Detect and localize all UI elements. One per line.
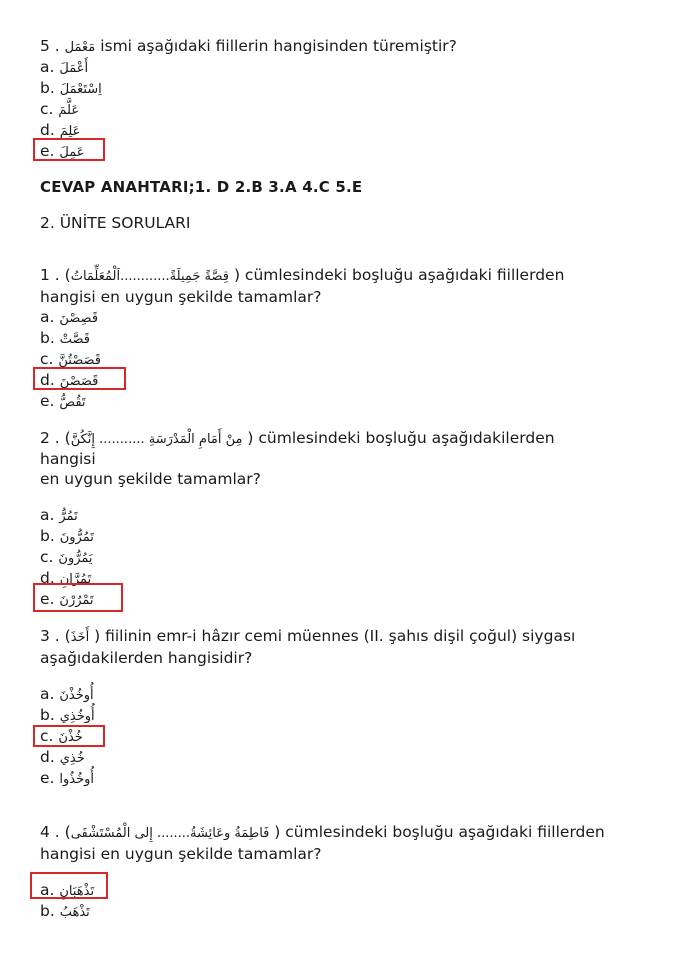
option-label: d. xyxy=(40,748,55,766)
option-label: b. xyxy=(40,527,55,545)
q3-stem-text: ) fiilinin emr-i hâzır cemi müennes (II. şahıs dişil çoğul) siygası xyxy=(89,627,576,645)
option-label: c. xyxy=(40,350,54,368)
option-arabic: يَمُرُّونَ xyxy=(58,551,93,566)
option-arabic: تَذْهَبَانِ xyxy=(59,884,95,899)
q4-answer-highlight xyxy=(30,872,108,899)
option-arabic: تَقُصُّ xyxy=(59,395,86,410)
option-arabic: تَمُرَّانِ xyxy=(59,572,92,587)
q3-answer-highlight xyxy=(33,725,105,747)
q4-arabic-sentence: فَاطِمَةُ وعَائِشَةُ........ إِلى الْمُسْتَشْفَى xyxy=(70,826,270,841)
q2-stem xyxy=(40,428,555,450)
q1-answer-highlight xyxy=(33,367,126,390)
option-arabic: تَمُرُّونَ xyxy=(59,530,94,545)
q1-stem xyxy=(40,265,564,287)
q5-option-b[interactable] xyxy=(40,78,102,100)
option-label: e. xyxy=(40,392,55,410)
q3-option-e[interactable] xyxy=(40,768,94,790)
q2-stem-text: ) cümlesindeki boşluğu aşağıdakilerden xyxy=(242,429,555,447)
option-label: b. xyxy=(40,329,55,347)
q3-option-b[interactable] xyxy=(40,705,95,727)
option-arabic: قَصَّتْ xyxy=(59,332,90,347)
q2-option-c[interactable] xyxy=(40,547,93,569)
q2-arabic-sentence: مِنْ أَمَامِ الْمَدْرَسَةِ ........... إِنَّكُنَّ xyxy=(70,432,243,447)
q5-option-c[interactable] xyxy=(40,99,79,121)
option-arabic: قَصَصْتُنَّ xyxy=(58,353,101,368)
q4-stem xyxy=(40,822,605,844)
option-arabic: تَمُرُّ xyxy=(59,509,78,524)
option-label: c. xyxy=(40,727,54,745)
q4-option-b[interactable] xyxy=(40,901,90,923)
option-arabic: أُوخُذُوا xyxy=(59,772,95,787)
option-label: b. xyxy=(40,902,55,920)
q5-stem-text: ismi aşağıdaki fiillerin hangisinden türemiştir? xyxy=(95,37,457,55)
q1-stem-line2: hangisi en uygun şekilde tamamlar? xyxy=(40,288,322,306)
q5-option-a[interactable] xyxy=(40,57,88,79)
q2-stem-line3: en uygun şekilde tamamlar? xyxy=(40,470,261,488)
q4-stem-line2: hangisi en uygun şekilde tamamlar? xyxy=(40,845,322,863)
option-label: a. xyxy=(40,881,55,899)
q1-option-e[interactable] xyxy=(40,391,86,413)
q4-number: 4 . ( xyxy=(40,823,71,841)
option-label: b. xyxy=(40,79,55,97)
unit-title: 2. ÜNİTE SORULARI xyxy=(40,214,191,232)
option-label: e. xyxy=(40,769,55,787)
option-arabic: اِسْتَعْمَلَ xyxy=(59,82,102,97)
option-arabic: قَصَصْنَ xyxy=(59,374,99,389)
option-arabic: خُذِي xyxy=(59,751,85,766)
q1-stem-text: ) cümlesindeki boşluğu aşağıdaki fiillerden xyxy=(229,266,565,284)
q5-stem xyxy=(40,36,457,58)
q4-stem-text: ) cümlesindeki boşluğu aşağıdaki fiillerden xyxy=(269,823,605,841)
q2-stem-line2: hangisi xyxy=(40,450,96,468)
q3-stem xyxy=(40,626,575,648)
q2-number: 2 . ( xyxy=(40,429,71,447)
option-arabic: عَلِمَ xyxy=(59,124,81,139)
q3-number: 3 . ( xyxy=(40,627,71,645)
q3-option-a[interactable] xyxy=(40,684,94,706)
option-arabic: تَمْرُرْنَ xyxy=(59,593,94,608)
answer-key: CEVAP ANAHTARI;1. D 2.B 3.A 4.C 5.E xyxy=(40,178,363,196)
option-label: d. xyxy=(40,121,55,139)
option-arabic: أُوخُذِي xyxy=(59,709,95,724)
q2-option-b[interactable] xyxy=(40,526,94,548)
option-arabic: عَلَّمَ xyxy=(58,103,80,118)
q3-stem-line2: aşağıdakilerden hangisidir? xyxy=(40,649,253,667)
q5-number: 5 . xyxy=(40,37,65,55)
option-label: d. xyxy=(40,371,55,389)
option-label: a. xyxy=(40,58,55,76)
q2-option-a[interactable] xyxy=(40,505,78,527)
q2-answer-highlight xyxy=(33,583,123,612)
option-label: e. xyxy=(40,590,55,608)
q3-arabic-verb: أَخَذَ xyxy=(70,630,90,645)
q1-option-b[interactable] xyxy=(40,328,90,350)
q1-number: 1 . ( xyxy=(40,266,71,284)
option-label: a. xyxy=(40,308,55,326)
option-label: e. xyxy=(40,142,55,160)
option-label: a. xyxy=(40,506,55,524)
option-arabic: أَعْمَلَ xyxy=(59,61,89,76)
option-arabic: خُذْنَ xyxy=(58,730,83,745)
option-arabic: أُوخُذْنَ xyxy=(59,688,94,703)
option-label: c. xyxy=(40,548,54,566)
option-label: b. xyxy=(40,706,55,724)
q1-arabic-sentence: قِصَّةً جَمِيلَةً............اَلْمُعَلِّمَاتُ xyxy=(70,269,230,284)
option-label: a. xyxy=(40,685,55,703)
option-label: d. xyxy=(40,569,55,587)
q5-answer-highlight xyxy=(33,138,105,161)
option-label: c. xyxy=(40,100,54,118)
option-arabic: عَمِلَ xyxy=(59,145,85,160)
q3-option-d[interactable] xyxy=(40,747,85,769)
option-arabic: تَذْهَبُ xyxy=(59,905,90,920)
q5-arabic-word: مَعْمَل xyxy=(64,40,96,55)
q1-option-a[interactable] xyxy=(40,307,98,329)
option-arabic: قَصِصْنَ xyxy=(59,311,99,326)
